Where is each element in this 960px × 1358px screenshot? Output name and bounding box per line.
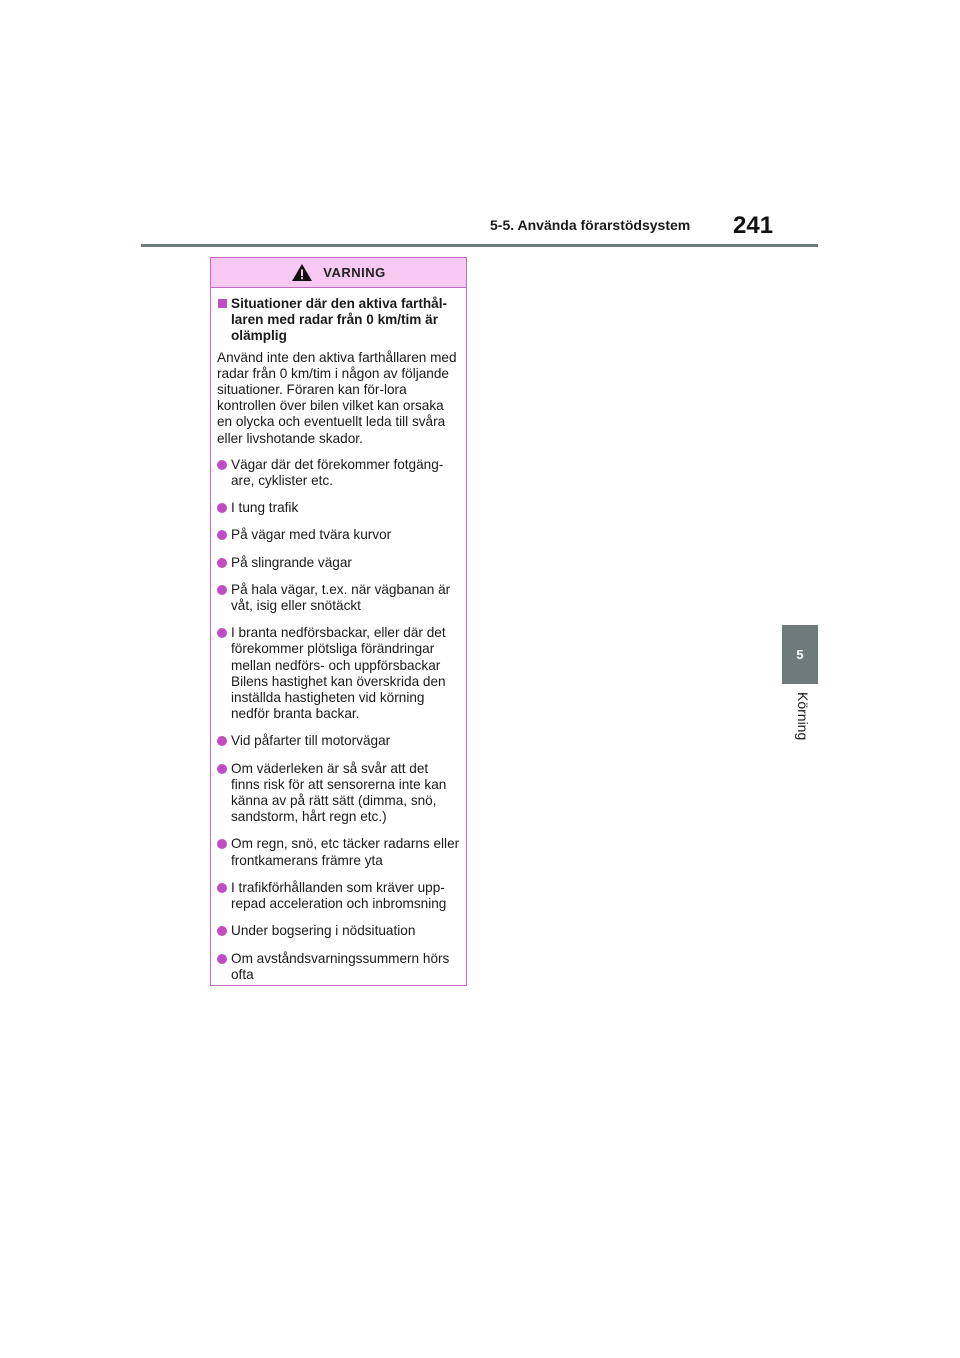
chapter-label: Körning bbox=[795, 692, 811, 741]
square-bullet-icon bbox=[218, 299, 227, 308]
list-item-text: I tung trafik bbox=[231, 500, 299, 516]
bullet-icon bbox=[217, 736, 227, 746]
bullet-icon bbox=[217, 839, 227, 849]
list-item-text: Vid påfarter till motorvägar bbox=[231, 733, 391, 749]
list-item-text: På hala vägar, t.ex. när vägbanan är våt, isig eller snötäckt bbox=[231, 581, 451, 614]
situation-list bbox=[217, 457, 460, 983]
header-rule bbox=[141, 244, 818, 247]
list-item-text: På vägar med tvära kurvor bbox=[231, 527, 392, 543]
list-item bbox=[217, 527, 460, 543]
list-item bbox=[217, 555, 460, 571]
list-item-text: Om avståndsvarningssummern hörs ofta bbox=[231, 950, 450, 982]
list-item bbox=[217, 951, 460, 983]
warning-body bbox=[211, 288, 466, 983]
list-item bbox=[217, 836, 460, 868]
list-item bbox=[217, 761, 460, 826]
list-item bbox=[217, 923, 460, 939]
warning-subheading-text: Situationer där den aktiva farthål-laren med radar från 0 km/tim är olämplig bbox=[231, 296, 448, 344]
bullet-icon bbox=[217, 764, 227, 774]
warning-box bbox=[210, 257, 467, 986]
list-item bbox=[217, 500, 460, 516]
list-item-text: På slingrande vägar bbox=[231, 554, 352, 570]
chapter-tab bbox=[782, 625, 818, 684]
list-item bbox=[217, 733, 460, 749]
chapter-number: 5 bbox=[796, 647, 804, 662]
list-item-text: Vägar där det förekommer fotgäng-are, cyklister etc. bbox=[231, 456, 444, 489]
bullet-icon bbox=[217, 926, 227, 936]
bullet-icon bbox=[217, 585, 227, 595]
list-item bbox=[217, 457, 460, 489]
section-title: 5-5. Använda förarstödsystem bbox=[490, 217, 691, 233]
bullet-icon bbox=[217, 558, 227, 568]
warning-triangle-icon bbox=[291, 263, 313, 282]
list-item-text: Om regn, snö, etc täcker radarns eller frontkamerans främre yta bbox=[231, 836, 460, 868]
bullet-icon bbox=[217, 883, 227, 893]
list-item-text: I trafikförhållanden som kräver upp-repad acceleration och inbromsning bbox=[231, 879, 447, 912]
bullet-icon bbox=[217, 954, 227, 964]
warning-header bbox=[211, 258, 466, 288]
list-item-text: I branta nedförsbackar, eller där det förekommer plötsliga förändringar mellan nedförs- och uppförsbackar Bilens hastighet kan överskrida den inställda hastigheten vid körning nedför branta backar. bbox=[231, 625, 446, 722]
list-item-text: Under bogsering i nödsituation bbox=[231, 923, 416, 939]
bullet-icon bbox=[217, 460, 227, 470]
warning-subheading bbox=[217, 296, 460, 345]
bullet-icon bbox=[217, 530, 227, 540]
bullet-icon bbox=[217, 628, 227, 638]
page-number: 241 bbox=[733, 212, 774, 239]
bullet-icon bbox=[217, 503, 227, 513]
list-item bbox=[217, 582, 460, 614]
warning-title: VARNING bbox=[323, 265, 386, 280]
list-item-text: Om väderleken är så svår att det finns risk för att sensorerna inte kan känna av på rätt sätt (dimma, snö, sandstorm, hårt regn etc.) bbox=[231, 760, 447, 825]
list-item bbox=[217, 880, 460, 912]
list-item bbox=[217, 625, 460, 722]
warning-intro: Använd inte den aktiva farthållaren med radar från 0 km/tim i någon av följande situationer. Föraren kan för-lora kontrollen över bilen vilket kan orsaka en olycka och eventuellt leda till svåra eller livshotande skador. bbox=[217, 349, 457, 446]
